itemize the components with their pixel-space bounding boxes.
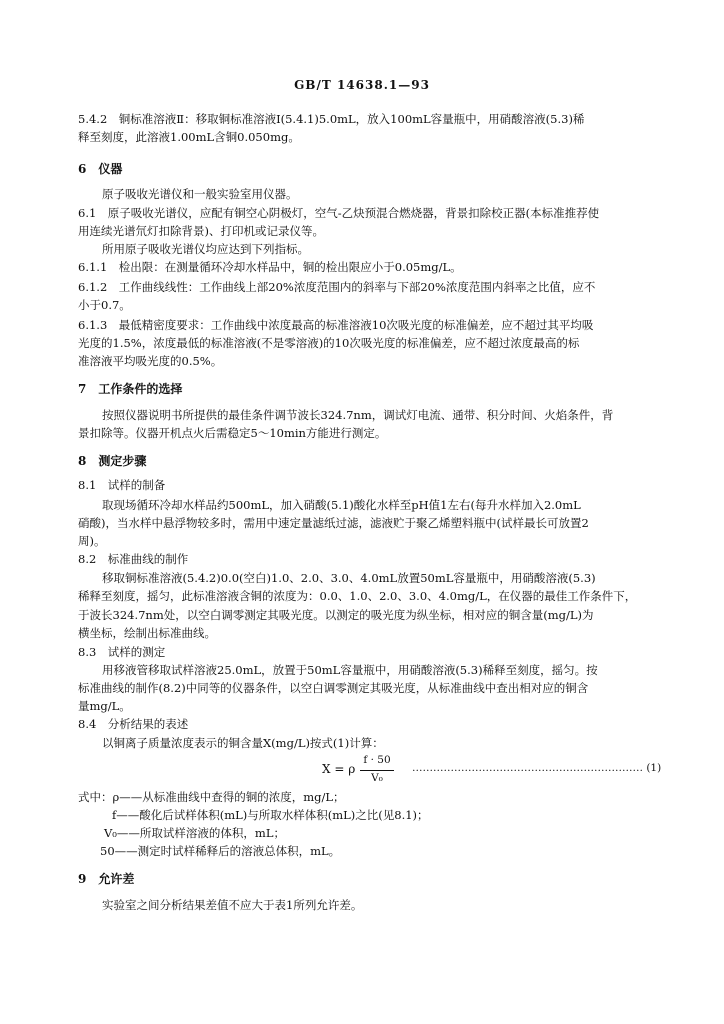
legend-50: 50——测定时试样稀释后的溶液总体积，mL。 — [100, 844, 341, 858]
para-8-1-line3: 周)。 — [78, 534, 106, 548]
para-6-1-line2: 用连续光谱氘灯扣除背景)、打印机或记录仪等。 — [78, 224, 324, 238]
page-header: GB/T 14638.1—93 — [294, 78, 430, 92]
formula-denominator: V₀ — [371, 772, 383, 784]
legend-rho: 式中：ρ——从标准曲线中查得的铜的浓度，mg/L； — [78, 790, 345, 804]
para-7-line2: 景扣除等。仪器开机点火后需稳定5～10min方能进行测定。 — [78, 426, 387, 440]
section-6-heading: 6 仪器 — [78, 162, 123, 176]
section-8-heading: 8 测定步骤 — [78, 454, 147, 468]
para-6-1-2-line2: 小于0.7。 — [78, 298, 131, 312]
para-6-1-3-line1: 6.1.3 最低精密度要求：工作曲线中浓度最高的标准溶液10次吸光度的标准偏差，应不超过其平均吸 — [78, 318, 594, 332]
para-6-1-3-line2: 光度的1.5%，浓度最低的标准溶液(不是零溶液)的10次吸光度的标准偏差，应不超过浓度最高的标 — [78, 336, 580, 350]
para-8-3-line2: 标准曲线的制作(8.2)中同等的仪器条件，以空白调零测定其吸光度，从标准曲线中查出相对应的铜含 — [78, 681, 589, 695]
para-9: 实验室之间分析结果差值不应大于表1所列允许差。 — [102, 898, 363, 912]
para-8-2-line2: 稀释至刻度，摇匀，此标准溶液含铜的浓度为：0.0、1.0、2.0、3.0、4.0mg/L，在仪器的最佳工作条件下， — [78, 589, 637, 603]
para-8-1-line2: 硝酸)，当水样中悬浮物较多时，需用中速定量滤纸过滤，滤液贮于聚乙烯塑料瓶中(试样最长可放置2 — [78, 516, 589, 530]
para-8-2-line1: 移取铜标准溶液(5.4.2)0.0(空白)1.0、2.0、3.0、4.0mL放置50mL容量瓶中，用硝酸溶液(5.3) — [102, 571, 596, 585]
section-7-heading: 7 工作条件的选择 — [78, 382, 183, 396]
para-6-intro: 原子吸收光谱仪和一般实验室用仪器。 — [102, 187, 298, 201]
para-5-4-2-line2: 释至刻度，此溶液1.00mL含铜0.050mg。 — [78, 130, 300, 144]
section-9-heading: 9 允许差 — [78, 872, 135, 886]
para-8-1-line1: 取现场循环冷却水样品约500mL，加入硝酸(5.1)酸化水样至pH值1左右(每升水样加入2.0mL — [102, 498, 581, 512]
para-6-1-1: 6.1.1 检出限：在测量循环冷却水样品中，铜的检出限应小于0.05mg/L。 — [78, 260, 462, 274]
heading-8-2: 8.2 标准曲线的制作 — [78, 552, 189, 566]
para-6-1-3-line3: 准溶液平均吸光度的0.5%。 — [78, 354, 223, 368]
para-8-3-line3: 量mg/L。 — [78, 699, 131, 713]
formula-lhs: X = ρ — [322, 762, 356, 776]
heading-8-3: 8.3 试样的测定 — [78, 645, 166, 659]
para-8-3-line1: 用移液管移取试样溶液25.0mL，放置于50mL容量瓶中，用硝酸溶液(5.3)稀释至刻度，摇匀。按 — [102, 663, 598, 677]
legend-v0: V₀——所取试样溶液的体积，mL； — [104, 826, 285, 840]
para-8-4-line1: 以铜离子质量浓度表示的铜含量X(mg/L)按式(1)计算： — [102, 736, 384, 750]
heading-8-1: 8.1 试样的制备 — [78, 478, 166, 492]
heading-8-4: 8.4 分析结果的表述 — [78, 717, 189, 731]
para-6-1-line3: 所用原子吸收光谱仪均应达到下列指标。 — [102, 242, 309, 256]
legend-f: f——酸化后试样体积(mL)与所取水样体积(mL)之比(见8.1)； — [112, 808, 429, 822]
para-8-2-line4: 横坐标，绘制出标准曲线。 — [78, 626, 216, 640]
formula-numerator: f · 50 — [363, 754, 391, 766]
para-6-1-2-line1: 6.1.2 工作曲线线性：工作曲线上部20%浓度范围内的斜率与下部20%浓度范围内斜率之比值，应不 — [78, 280, 596, 294]
formula-fraction-bar — [360, 770, 394, 771]
formula-number: ………………………………………………………… (1) — [412, 762, 662, 774]
para-8-2-line3: 于波长324.7nm处，以空白调零测定其吸光度。以测定的吸光度为纵坐标，相对应的铜含量(mg/L)为 — [78, 608, 594, 622]
para-6-1-line1: 6.1 原子吸收光谱仪，应配有铜空心阴极灯，空气-乙炔预混合燃烧器，背景扣除校正器(本标准推荐使 — [78, 206, 600, 220]
para-7-line1: 按照仪器说明书所提供的最佳条件调节波长324.7nm，调试灯电流、通带、积分时间、火焰条件，背 — [102, 408, 614, 422]
para-5-4-2-line1: 5.4.2 铜标准溶液Ⅱ：移取铜标准溶液Ⅰ(5.4.1)5.0mL，放入100mL容量瓶中，用硝酸溶液(5.3)稀 — [78, 112, 585, 126]
